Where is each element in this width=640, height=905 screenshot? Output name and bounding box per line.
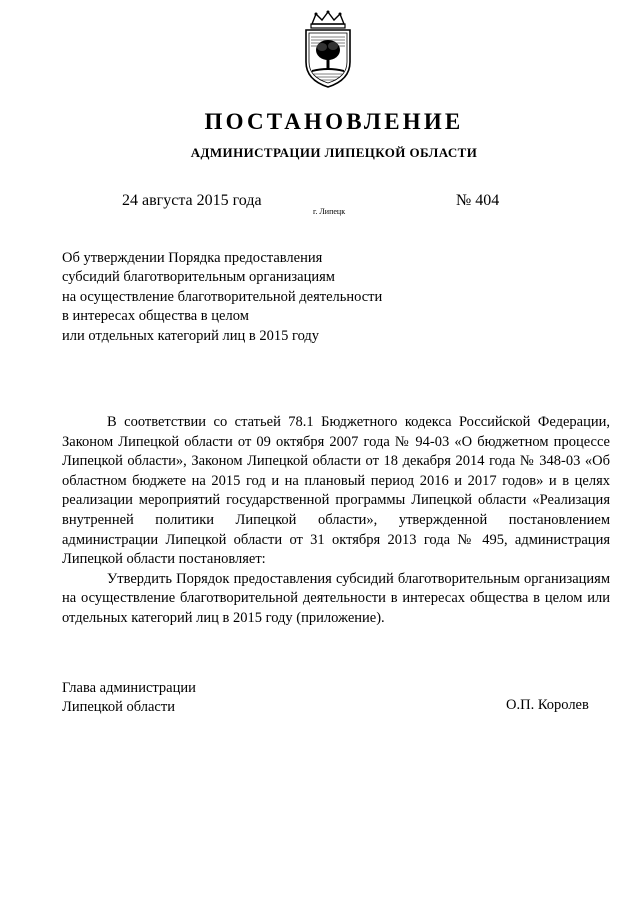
signatory-position xyxy=(62,679,196,716)
document-body xyxy=(62,413,610,629)
document-subject xyxy=(62,249,382,346)
subject-line: Об утверждении Порядка предоставления xyxy=(62,250,323,266)
lipetsk-coat-of-arms-icon xyxy=(298,10,358,90)
subject-line: на осуществление благотворительной деятельности xyxy=(62,288,383,305)
body-paragraph-preamble: В соответствии со статьей 78.1 Бюджетного кодекса Российской Федерации, Законом Липецкой области от 09 октября 2007 года № 94-03 «О бюджетном процессе Липецкой области», Законом Липецкой области от 18 декабря 2014 года № 348-03 «Об областном бюджете на 2015 год и на плановый период 2016 и 2017 годов» и в целях реализации мероприятий государственной программы Липецкой области «Реализация внутренней политики Липецкой области», утвержденной постановлением администрации Липецкой области от 31 октября 2013 года № 495, администрация Липецкой области постановляет: xyxy=(62,414,610,568)
document-date: 24 августа 2015 года xyxy=(122,192,262,209)
signatory-name: О.П. Королев xyxy=(506,697,589,713)
document-city: г. Липецк xyxy=(313,207,346,216)
document-title: ПОСТАНОВЛЕНИЕ xyxy=(204,109,464,134)
subject-line: в интересах общества в целом xyxy=(62,308,249,325)
subject-line: субсидий благотворительным организациям xyxy=(62,269,335,286)
document-number: № 404 xyxy=(456,192,500,209)
document-subtitle: АДМИНИСТРАЦИИ ЛИПЕЦКОЙ ОБЛАСТИ xyxy=(190,145,478,160)
signatory-position-line: Глава администрации xyxy=(62,680,196,696)
subject-line: или отдельных категорий лиц в 2015 году xyxy=(62,327,320,344)
body-paragraph-resolution: Утвердить Порядок предоставления субсидий благотворительным организациям на осуществление благотворительной деятельности в интересах общества в целом или отдельных категорий лиц в 2015 году (приложение). xyxy=(62,570,610,626)
signatory-position-line: Липецкой области xyxy=(62,698,175,715)
